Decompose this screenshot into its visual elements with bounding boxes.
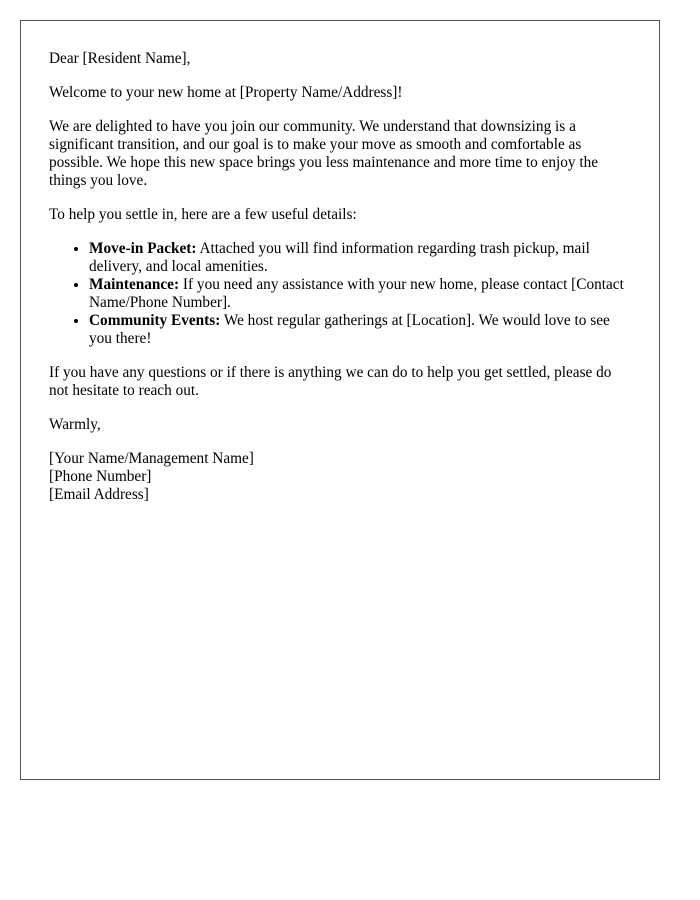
details-list — [49, 240, 631, 348]
list-item — [89, 240, 631, 276]
greeting: Dear [Resident Name], — [49, 50, 191, 67]
intro-paragraph: We are delighted to have you join our community. We understand that downsizing is a significant transition, and our goal is to make your move as smooth and comfortable as possible. We hope this new space brings you less maintenance and more time to enjoy the things you love. — [49, 118, 599, 189]
list-item — [89, 312, 631, 348]
closing-paragraph: If you have any questions or if there is anything we can do to help you get settled, please do not hesitate to reach out. — [49, 364, 612, 399]
detail-label: Maintenance: — [89, 276, 180, 293]
signature-email: [Email Address] — [49, 486, 149, 503]
detail-label: Community Events: — [89, 312, 221, 329]
letter-page — [20, 20, 660, 780]
signature-block — [49, 450, 631, 504]
detail-text: We host regular gatherings at [Location]. We would love to see you there! — [89, 312, 610, 347]
detail-label: Move-in Packet: — [89, 240, 197, 257]
detail-text: Attached you will find information regarding trash pickup, mail delivery, and local amenities. — [89, 240, 590, 275]
details-lead: To help you settle in, here are a few useful details: — [49, 206, 357, 223]
list-item — [89, 276, 631, 312]
sign-off: Warmly, — [49, 416, 101, 433]
detail-text: If you need any assistance with your new home, please contact [Contact Name/Phone Number]. — [89, 276, 624, 311]
welcome-line: Welcome to your new home at [Property Name/Address]! — [49, 84, 403, 101]
signature-phone: [Phone Number] — [49, 468, 152, 485]
signature-name: [Your Name/Management Name] — [49, 450, 254, 467]
